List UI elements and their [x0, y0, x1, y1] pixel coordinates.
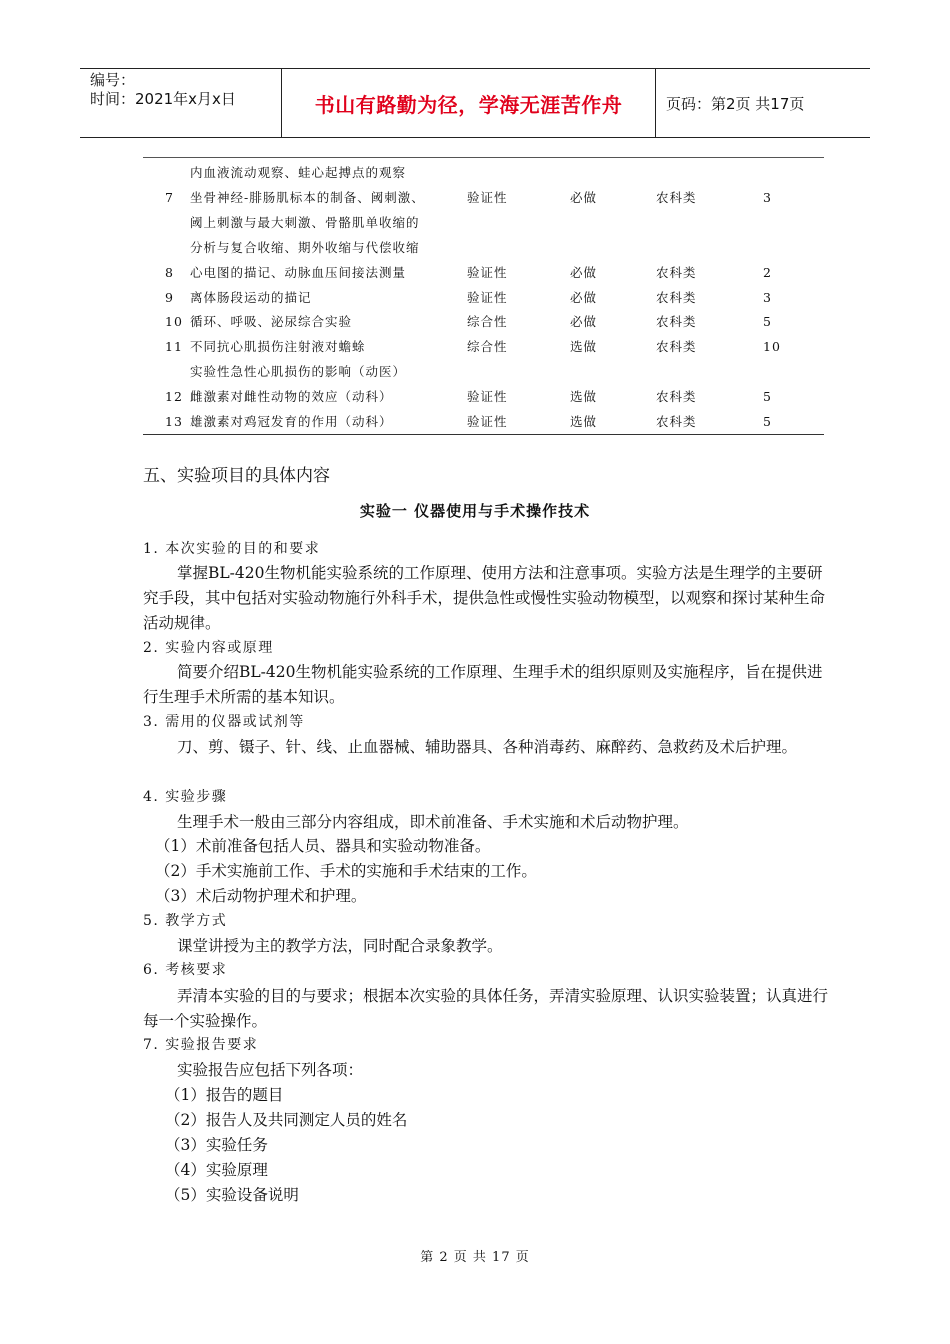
paragraph: 简要介绍BL-420生物机能实验系统的工作原理、生理手术的组织原则及实施程序，旨在提供进行生理手术所需的基本知识。 [143, 663, 823, 706]
row-hours: 5 [763, 314, 772, 330]
experiment-table [143, 157, 824, 435]
list-item: （5）实验设备说明 [165, 1186, 299, 1204]
row-type: 验证性 [467, 389, 508, 405]
subsection-heading: 5. 教学方式 [143, 913, 228, 929]
row-hours: 5 [763, 414, 772, 429]
row-category: 农科类 [656, 264, 697, 280]
row-name: 分析与复合收缩、期外收缩与代偿收缩 [190, 239, 420, 255]
doc-number-label: 编号： [90, 71, 136, 89]
table-row [143, 235, 824, 260]
subsection-heading: 6. 考核要求 [143, 962, 228, 978]
row-type: 验证性 [467, 264, 508, 280]
paragraph: 生理手术一般由三部分内容组成，即术前准备、手术实施和术后动物护理。 [177, 813, 689, 831]
row-name: 循环、呼吸、泌尿综合实验 [190, 314, 353, 330]
list-item: （4）实验原理 [165, 1161, 268, 1179]
table-row [143, 210, 824, 235]
row-category: 农科类 [656, 389, 697, 405]
row-name: 雄激素对鸡冠发育的作用（动科） [190, 414, 393, 429]
list-item: （2）手术实施前工作、手术的实施和手术结束的工作。 [155, 862, 537, 880]
row-name: 坐骨神经-腓肠肌标本的制备、阈刺激、 [190, 189, 425, 205]
paragraph: 刀、剪、镊子、针、线、止血器械、辅助器具、各种消毒药、麻醉药、急救药及术后护理。 [177, 738, 798, 756]
table-row [143, 384, 824, 409]
row-number: 10 [165, 314, 183, 330]
row-type: 验证性 [467, 189, 508, 205]
page-footer: 第 2 页 共 17 页 [420, 1250, 530, 1265]
row-name: 离体肠段运动的描记 [190, 289, 312, 305]
row-number: 7 [165, 189, 174, 205]
page-header [80, 68, 870, 138]
row-name: 心电图的描记、动脉血压间接法测量 [190, 264, 407, 280]
paragraph: 实验报告应包括下列各项： [177, 1061, 364, 1079]
row-category: 农科类 [656, 339, 697, 355]
row-required: 选做 [570, 339, 598, 355]
row-hours: 3 [763, 289, 772, 305]
subsection-heading: 2. 实验内容或原理 [143, 640, 274, 656]
row-required: 必做 [570, 264, 598, 280]
row-type: 验证性 [467, 289, 508, 305]
subsection-heading: 1. 本次实验的目的和要求 [143, 541, 321, 557]
experiment-title: 实验一 仪器使用与手术操作技术 [359, 502, 591, 520]
row-type: 综合性 [467, 314, 508, 330]
row-number: 12 [165, 389, 183, 405]
row-category: 农科类 [656, 314, 697, 330]
paragraph: 弄清本实验的目的与要求；根据本次实验的具体任务，弄清实验原理、认识实验装置；认真进行每一个实验操作。 [143, 987, 829, 1030]
row-required: 必做 [570, 314, 598, 330]
table-row [143, 185, 824, 210]
row-hours: 3 [763, 189, 772, 205]
table-row [143, 260, 824, 285]
row-required: 必做 [570, 289, 598, 305]
section-heading: 五、实验项目的具体内容 [143, 466, 330, 486]
list-item: （2）报告人及共同测定人员的姓名 [165, 1111, 408, 1129]
row-hours: 10 [763, 339, 781, 355]
row-number: 13 [165, 414, 183, 429]
table-row [143, 160, 824, 185]
row-required: 必做 [570, 189, 598, 205]
row-category: 农科类 [656, 189, 697, 205]
row-hours: 5 [763, 389, 772, 405]
row-category: 农科类 [656, 289, 697, 305]
row-number: 8 [165, 264, 174, 280]
row-number: 9 [165, 289, 174, 305]
row-type: 综合性 [467, 339, 508, 355]
row-number: 11 [165, 339, 183, 355]
list-item: （3）实验任务 [165, 1136, 268, 1154]
row-name: 阈上刺激与最大刺激、骨骼肌单收缩的 [190, 214, 420, 230]
paragraph: 课堂讲授为主的教学方法，同时配合录象教学。 [177, 937, 503, 955]
subsection-heading: 3. 需用的仪器或试剂等 [143, 714, 305, 730]
list-item: （1）报告的题目 [165, 1086, 284, 1104]
row-hours: 2 [763, 264, 772, 280]
row-type: 验证性 [467, 414, 508, 429]
row-required: 选做 [570, 414, 598, 429]
list-item: （3）术后动物护理术和护理。 [155, 887, 367, 905]
row-category: 农科类 [656, 414, 697, 429]
row-name: 实验性急性心肌损伤的影响（动医） [190, 364, 407, 380]
header-meta [80, 69, 282, 137]
table-row [143, 359, 824, 384]
table-row [143, 334, 824, 359]
table-row [143, 309, 824, 334]
subsection-heading: 7. 实验报告要求 [143, 1037, 259, 1053]
header-motto: 书山有路勤为径，学海无涯苦作舟 [282, 69, 656, 137]
paragraph: 掌握BL-420生物机能实验系统的工作原理、使用方法和注意事项。实验方法是生理学的主要研究手段，其中包括对实验动物施行外科手术，提供急性或慢性实验动物模型，以观察和探讨某种生命活动规律。 [143, 564, 826, 632]
row-required: 选做 [570, 389, 598, 405]
subsection-heading: 4. 实验步骤 [143, 789, 228, 805]
doc-time-label: 时间：2021年x月x日 [90, 90, 236, 108]
row-name: 内血液流动观察、蛙心起搏点的观察 [190, 165, 407, 180]
header-page-label: 页码：第2页 共17页 [666, 94, 805, 113]
row-name: 不同抗心肌损伤注射液对蟾蜍 [190, 339, 366, 355]
table-row [143, 409, 824, 434]
list-item: （1）术前准备包括人员、器具和实验动物准备。 [155, 837, 491, 855]
row-name: 雌激素对雌性动物的效应（动科） [190, 389, 393, 405]
table-row [143, 285, 824, 310]
